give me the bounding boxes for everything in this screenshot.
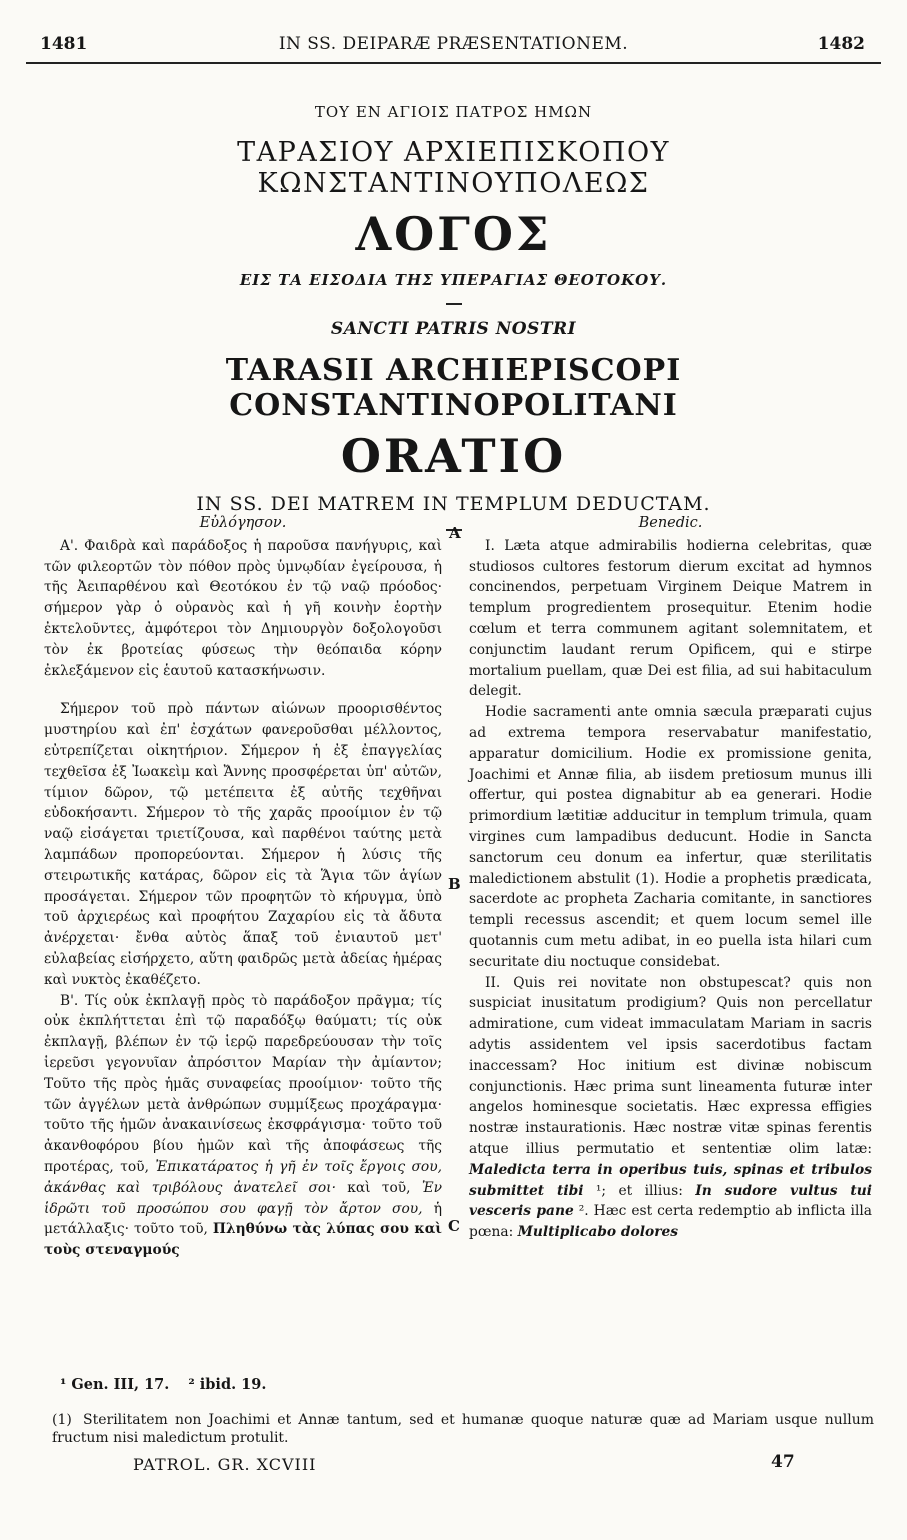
latin-column-heading: Benedic. (638, 515, 703, 531)
greek-p3-text: Β'. Τίς οὐκ ἐκπλαγῇ πρὸς τὸ παράδοξον πρᾶγμα; τίς οὐκ ἐκπλήττεται ἐπὶ τῷ παραδόξῳ θαύματι; τίς οὐκ ἐκπλαγῇ, βλέπων ἐν τῷ ἱερῷ παρεδρεύουσαν τὴν τοῖς ἱερεῦσι γεγονυῖαν ἀπρόσιτον Μαρίαν τὴν ἀμίαντον; Τοῦτο τῆς πρὸς ἡμᾶς συναφείας προοίμιον· τοῦτο τῆς τῶν ἀγγέλων μετὰ ἀνθρώπων συμμίξεως προχάραγμα· τοῦτο τῆς ἡμῶν ἀνακαινίσεως ἐκσφράγισμα· τοῦτο τοῦ ἀκανθοφόρου βίου ἡμῶν καὶ τῆς ἀποφάσεως τῆς προτέρας, τοῦ, (44, 992, 442, 1175)
latin-p3-ref-1: ¹; (595, 1182, 607, 1199)
greek-paragraph-1: Α'. Φαιδρὰ καὶ παράδοξος ἡ παροῦσα πανήγυρις, καὶ τῶν φιλεορτῶν τὸν πόθον πρὸς ὑμνῳδίαν ἐγείρουσα, ἡ τῆς Ἀειπαρθένου καὶ Θεοτόκου ἐν τῷ ναῷ πρόοδος· σήμερον γὰρ ὁ οὐρανὸς καὶ ἡ γῆ κοινὴν ἑορτὴν ἐκτελοῦντες, ἀμφότεροι τὸν Δημιουργὸν δοξολογοῦσι τὸν ἐκ βροτείας φύσεως τὴν θεόπαιδα κόρην ἐκλεξάμενον εἰς ἑαυτοῦ κατασκήνωσιν. (44, 537, 442, 679)
greek-column (44, 513, 442, 1261)
section-marker-b: B (448, 875, 461, 893)
running-title: IN SS. DEIPARÆ PRÆSENTATIONEM. (278, 34, 629, 54)
footnote-1: ¹ Gen. III, 17. (60, 1376, 170, 1393)
latin-author-title: TARASII ARCHIEPISCOPI CONSTANTINOPOLITANI (225, 353, 682, 423)
signature-number: 47 (771, 1452, 795, 1472)
latin-p3-ref-2: ². (578, 1203, 589, 1220)
scripture-footnotes (60, 1376, 280, 1393)
greek-p3-quote-2: Ἐν ἱδρῶτι τοῦ προσώπου σου φαγῇ τὸν ἄρτον σου, (44, 1179, 442, 1217)
greek-logos-title: ΛΟΓΟΣ (355, 207, 552, 261)
section-marker-a: A (449, 524, 461, 542)
latin-p3-end: Hæc est certa redemptio ab inflicta illa pœna: (469, 1203, 873, 1241)
greek-column-heading: Εὐλόγησον. (199, 515, 287, 531)
greek-paragraph-3 (44, 991, 442, 1261)
section-marker-c: C (448, 1217, 460, 1235)
greek-author-title: ΤΑΡΑΣΙΟΥ ΑΡΧΙΕΠΙΣΚΟΠΟΥ ΚΩΝΣΤΑΝΤΙΝΟΥΠΟΛΕΩΣ (237, 137, 670, 199)
right-column-number: 1482 (817, 34, 865, 54)
greek-subtitle: ΕΙΣ ΤΑ ΕΙΣΟΔΙΑ ΤΗΣ ΥΠΕΡΑΓΙΑΣ ΘΕΟΤΟΚΟΥ. (239, 271, 668, 289)
latin-column (469, 513, 872, 1243)
latin-p3-text: II. Quis rei novitate non obstupescat? quis non suspiciat inusitatum prodigium? Quis non percellatur admiratione, cum videat immaculatam Mariam in sacris adytis assidentem vel ipsis sacerdotibus factam inaccessam? Hoc initium est divinæ nobiscum conjunctionis. Hæc prima sunt lineamenta futuræ inter angelos hominesque societatis. Hæc expressa effigies nostræ instaurationis. Hæc nostræ vitæ spinas ferentis atque illius permutatio et sententiæ olim latæ: (469, 974, 872, 1157)
greek-p3-quote-3: Πληθύνω τὰς λύπας σου καὶ τοὺς στεναγμούς (44, 1221, 442, 1259)
greek-p3-quote-1: Ἐπικατάρατος ἡ γῆ ἐν τοῖς ἔργοις σου, ἀκάνθας καὶ τριβόλους ἀνατελεῖ σοι· (44, 1158, 442, 1196)
running-head (26, 34, 881, 58)
greek-p3-mid: καὶ τοῦ, (347, 1179, 411, 1196)
footnote-2: ² ibid. 19. (188, 1376, 267, 1393)
latin-p3-quote-3: Multiplicabo dolores (517, 1224, 679, 1241)
editorial-note (52, 1411, 874, 1447)
latin-paragraph-2: Hodie sacramenti ante omnia sæcula præparati cujus ad extrema tempora reservabatur manifestatio, apparatur domicilium. Hodie ex promissione genita, Joachimi et Annæ filia, ab iisdem pretiosum munus illi offertur, qui postea dignabitur ab ea generari. Hodie primordium lætitiæ adducitur in templum trimula, quam virgines cum lampadibus deducunt. Hodie in Sancta sanctorum ceu donum ea infertur, quæ sterilitatis maledictionem abstulit (1). Hodie a prophetis prædicata, sacerdote ac propheta Zacharia comitante, in sanctiores templi recessus ascendit; et quem locum semel ille quotannis cum metu adibat, in eo puella ista hilari cum securitate diu noctuque considebat. (469, 704, 872, 970)
title-block (40, 103, 867, 545)
latin-paragraph-3 (469, 973, 872, 1243)
left-column-number: 1481 (40, 34, 88, 54)
latin-p3-quote-2: In sudore vultus tui vesceris pane (469, 1182, 873, 1220)
editorial-note-text: Sterilitatem non Joachimi et Annæ tantum, sed et humanæ quoque naturæ quæ ad Mariam usque nullum fructum nisi maledictum protulit. (52, 1412, 874, 1446)
signature-mark: PATROL. GR. XCVIII (133, 1455, 317, 1474)
editorial-note-mark: (1) (52, 1412, 72, 1428)
latin-oratio-title: ORATIO (340, 429, 567, 483)
latin-p3-mid: et illius: (618, 1182, 683, 1199)
title-divider (446, 303, 462, 305)
greek-paragraph-2: Σήμερον τοῦ πρὸ πάντων αἰώνων προορισθέντος μυστηρίου καὶ ἐπ' ἐσχάτων φανεροῦσθαι μέλλοντος, εὐτρεπίζεται οἰκητήριον. Σήμερον ἡ ἐξ ἐπαγγελίας τεχθεῖσα ἐξ Ἰωακεὶμ καὶ Ἄννης προσφέρεται ὑπ' αὐτῶν, τίμιον δῶρον, τῷ μετέπειτα ἐξ αὐτῆς τεχθῆναι εὐδοκήσαντι. Σήμερον τὸ τῆς χαρᾶς προοίμιον ἐν τῷ ναῷ εἰσάγεται τριετίζουσα, καὶ παρθένοι ταύτης μετὰ λαμπάδων προπορεύονται. Σήμερον ἡ λύσις τῆς στειρωτικῆς κατάρας, δῶρον εἰς τὰ Ἅγια τῶν ἁγίων προσάγεται. Σήμερον τῶν προφητῶν τὸ κήρυγμα, ὑπὸ τοῦ ἀρχιερέως καὶ προφήτου Ζαχαρίου εἰς τὰ ἄδυτα ἀνέρχεται· ἔνθα αὐτὸς ἅπαξ τοῦ ἐνιαυτοῦ μετ' εὐλαβείας εἰσήρχετο, αὕτη φαιδρῶς μετὰ ἀδείας ἡμέρας καὶ νυκτὸς ἐκαθέζετο. (44, 701, 442, 988)
latin-kicker: SANCTI PATRIS NOSTRI (330, 319, 577, 339)
latin-subtitle: IN SS. DEI MATREM IN TEMPLUM DEDUCTAM. (196, 493, 711, 515)
greek-kicker: ΤΟΥ ΕΝ ΑΓΙΟΙΣ ΠΑΤΡΟΣ ΗΜΩΝ (314, 103, 593, 121)
header-rule (26, 62, 881, 64)
greek-p3-end: ἡ μετάλλαξις· τοῦτο τοῦ, (44, 1200, 442, 1238)
latin-p3-quote-1: Maledicta terra in operibus tuis, spinas et tribulos submittet tibi (469, 1161, 872, 1199)
latin-paragraph-1: I. Læta atque admirabilis hodierna celebritas, quæ studiosos cultores festorum dierum excitat ad hymnos concinendos, perpetuam Virginem Deique Matrem in templum progredientem prosequitur. Etenim hodie cœlum et terra communem agitant solemnitatem, et conjunctim laudant rerum Opificem, qui e stirpe mortalium puellam, quæ Dei est filia, ad sui habitaculum delegit. (469, 537, 872, 700)
